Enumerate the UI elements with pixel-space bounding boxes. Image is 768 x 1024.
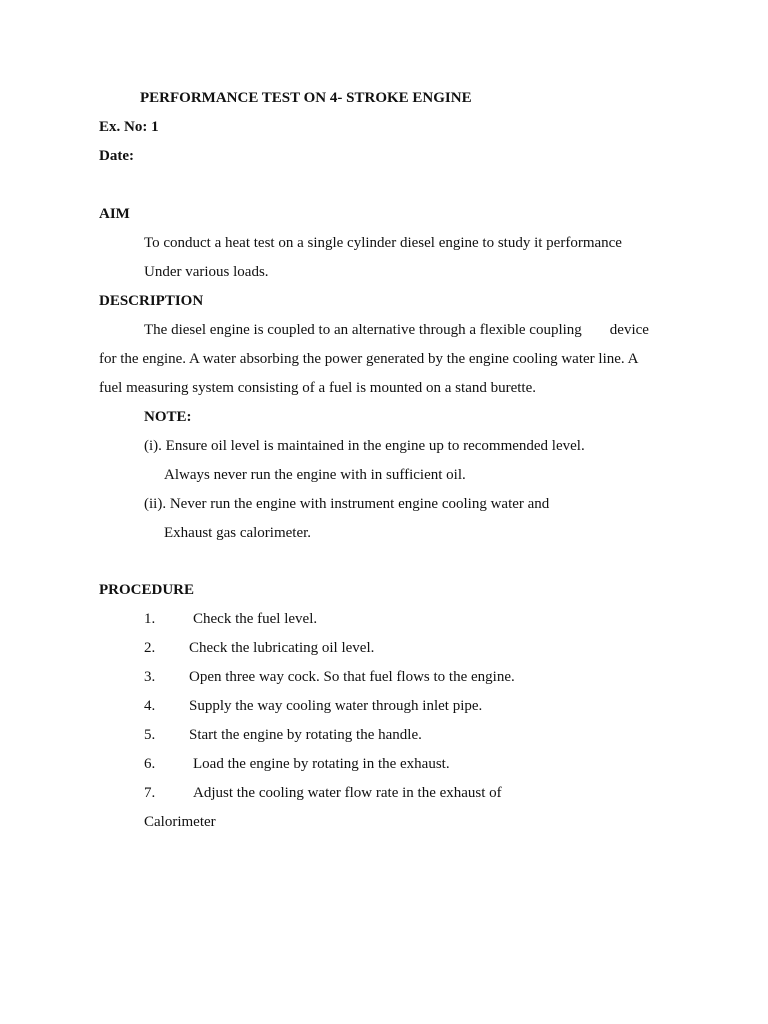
step-number: 1.	[144, 611, 156, 627]
step-text: Check the lubricating oil level.	[189, 640, 375, 656]
step-text: Start the engine by rotating the handle.	[189, 727, 422, 743]
exercise-number: Ex. No: 1	[99, 119, 159, 135]
step-text: Supply the way cooling water through inlet pipe.	[189, 698, 483, 714]
aim-text-line: To conduct a heat test on a single cylinder diesel engine to study it performance	[144, 235, 622, 251]
step-text: Check the fuel level.	[193, 611, 318, 627]
note-text-line: Always never run the engine with in sufficient oil.	[164, 467, 466, 483]
step-number: 5.	[144, 727, 156, 743]
procedure-heading: PROCEDURE	[99, 582, 195, 598]
document-title: PERFORMANCE TEST ON 4- STROKE ENGINE	[140, 90, 472, 106]
aim-heading: AIM	[99, 206, 130, 222]
step-text: Adjust the cooling water flow rate in the exhaust of	[193, 785, 502, 801]
note-text-line: Exhaust gas calorimeter.	[164, 525, 312, 541]
description-text-line: for the engine. A water absorbing the power generated by the engine cooling water line. A	[99, 351, 639, 367]
step-number: 4.	[144, 698, 156, 714]
step-text: Load the engine by rotating in the exhaust.	[193, 756, 450, 772]
description-text-part: The diesel engine is coupled to an alternative through a flexible coupling	[144, 322, 582, 338]
description-text-line	[144, 321, 649, 339]
step-text: Open three way cock. So that fuel flows to the engine.	[189, 669, 515, 685]
aim-text-line: Under various loads.	[144, 264, 269, 280]
note-heading: NOTE:	[144, 409, 192, 425]
step-number: 2.	[144, 640, 156, 656]
description-text-part: device	[609, 322, 649, 338]
procedure-continuation: Calorimeter	[144, 814, 216, 830]
step-number: 6.	[144, 756, 156, 772]
note-text-line: (ii). Never run the engine with instrument engine cooling water and	[144, 496, 550, 512]
date-label: Date:	[99, 148, 134, 164]
description-heading: DESCRIPTION	[99, 293, 204, 309]
step-number: 3.	[144, 669, 156, 685]
note-text-line: (i). Ensure oil level is maintained in the engine up to recommended level.	[144, 438, 585, 454]
step-number: 7.	[144, 785, 156, 801]
description-text-line: fuel measuring system consisting of a fuel is mounted on a stand burette.	[99, 380, 536, 396]
